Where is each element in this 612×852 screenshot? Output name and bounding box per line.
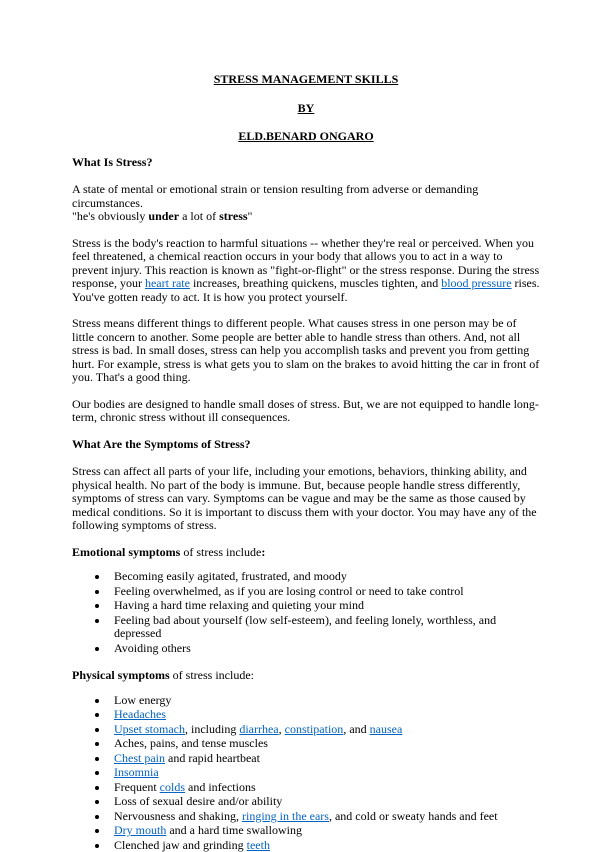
list-item-emotional-1 xyxy=(109,570,540,584)
paragraph-stress-definition xyxy=(72,183,540,224)
section-heading-what-is-stress: What Is Stress? xyxy=(72,156,540,170)
emotional-symptoms-intro xyxy=(72,546,540,560)
text-run: Loss of sexual desire and/or ability xyxy=(114,794,282,808)
paragraph-different-things xyxy=(72,317,540,385)
text-run: Becoming easily agitated, frustrated, and moody xyxy=(114,569,347,583)
hyperlink[interactable]: blood pressure xyxy=(441,276,511,290)
text-run: of stress include: xyxy=(170,668,254,682)
text-run: Aches, pains, and tense muscles xyxy=(114,736,268,750)
list-item-physical-4 xyxy=(109,737,540,751)
text-run: Frequent xyxy=(114,780,160,794)
text-run: Low energy xyxy=(114,693,171,707)
text-run: Stress can affect all parts of your life, including your emotions, behaviors, thinking ability, and physical health. No part of the body is immune. But, because people handle stress differently, symptoms of stress can vary. Symptoms can be vague and may be the same as those caused by medical conditions. So it is important to discuss them with your doctor. You may have any of the following symptoms of stress. xyxy=(72,464,537,532)
section-heading-symptoms: What Are the Symptoms of Stress? xyxy=(72,438,540,452)
text-run: Our bodies are designed to handle small doses of stress. But, we are not equipped to handle long-term, chronic stress without ill consequences. xyxy=(72,397,539,425)
text-run: and rapid heartbeat xyxy=(165,751,260,765)
title-block xyxy=(72,73,540,144)
document-byline: BY xyxy=(72,102,540,116)
text-run: "he's obviously xyxy=(72,209,148,223)
text-run: Emotional symptoms xyxy=(72,545,180,559)
hyperlink[interactable]: ringing in the ears xyxy=(242,809,329,823)
text-run: under xyxy=(148,209,179,223)
hyperlink[interactable]: Chest pain xyxy=(114,751,165,765)
text-run: , and cold or sweaty hands and feet xyxy=(329,809,498,823)
text-run: Stress is the body's reaction to harmful situations -- whether they're real or perceived. When you feel threatened, a chemical reaction occurs in your body that allows you to act in a way to prevent injury. This reaction is known as "fight-or-flight" or the stress response. During the stress response, your xyxy=(72,236,539,291)
hyperlink[interactable]: diarrhea xyxy=(239,722,278,736)
list-item-physical-1 xyxy=(109,694,540,708)
document-author: ELD.BENARD ONGARO xyxy=(72,130,540,144)
physical-symptoms-intro xyxy=(72,669,540,683)
text-run: , and xyxy=(343,722,369,736)
text-run: a lot of xyxy=(179,209,219,223)
text-run: : xyxy=(261,545,265,559)
text-run: and infections xyxy=(185,780,256,794)
list-item-physical-8 xyxy=(109,795,540,809)
list-item-emotional-5 xyxy=(109,642,540,656)
hyperlink[interactable]: Upset stomach xyxy=(114,722,185,736)
text-run: , including xyxy=(185,722,239,736)
text-run: Feeling bad about yourself (low self-esteem), and feeling lonely, worthless, and depressed xyxy=(114,613,496,641)
list-item-physical-11 xyxy=(109,839,540,852)
text-run: of stress include xyxy=(180,545,261,559)
hyperlink[interactable]: teeth xyxy=(247,838,270,852)
paragraph-body-reaction xyxy=(72,237,540,305)
hyperlink[interactable]: constipation xyxy=(285,722,344,736)
text-run: increases, breathing quickens, muscles tighten, and xyxy=(190,276,441,290)
list-item-emotional-3 xyxy=(109,599,540,613)
text-run: Physical symptoms xyxy=(72,668,170,682)
text-run: stress xyxy=(219,209,247,223)
list-item-physical-9 xyxy=(109,810,540,824)
hyperlink[interactable]: Dry mouth xyxy=(114,823,166,837)
paragraph-our-bodies xyxy=(72,398,540,425)
list-item-emotional-4 xyxy=(109,614,540,641)
hyperlink[interactable]: Insomnia xyxy=(114,765,159,779)
list-item-physical-10 xyxy=(109,824,540,838)
paragraph-affect-all-parts xyxy=(72,465,540,533)
text-run: " xyxy=(248,209,253,223)
physical-symptoms-list xyxy=(72,694,540,852)
text-run: Clenched jaw and grinding xyxy=(114,838,247,852)
list-item-emotional-2 xyxy=(109,585,540,599)
list-item-physical-5 xyxy=(109,752,540,766)
emotional-symptoms-list xyxy=(72,570,540,655)
hyperlink[interactable]: colds xyxy=(160,780,185,794)
list-item-physical-3 xyxy=(109,723,540,737)
text-run: rises. You've gotten ready to act. It is how you protect yourself. xyxy=(72,276,540,304)
document-title: STRESS MANAGEMENT SKILLS xyxy=(72,73,540,87)
hyperlink[interactable]: Headaches xyxy=(114,707,166,721)
text-run: , xyxy=(279,722,285,736)
text-run: Feeling overwhelmed, as if you are losing control or need to take control xyxy=(114,584,464,598)
list-item-physical-2 xyxy=(109,708,540,722)
text-run: Avoiding others xyxy=(114,641,191,655)
hyperlink[interactable]: nausea xyxy=(370,722,403,736)
text-run: A state of mental or emotional strain or tension resulting from adverse or demanding circumstances. xyxy=(72,182,478,210)
hyperlink[interactable]: heart rate xyxy=(145,276,190,290)
text-run: Stress means different things to different people. What causes stress in one person may be of little concern to another. Some people are better able to handle stress than others. And, not all stress is bad. In small doses, stress can help you accomplish tasks and prevent you from getting hurt. For example, stress is what gets you to slam on the brakes to avoid hitting the car in front of you. That's a good thing. xyxy=(72,316,539,384)
text-run: Having a hard time relaxing and quieting your mind xyxy=(114,598,364,612)
list-item-physical-6 xyxy=(109,766,540,780)
text-run: and a hard time swallowing xyxy=(166,823,302,837)
text-run: Nervousness and shaking, xyxy=(114,809,242,823)
